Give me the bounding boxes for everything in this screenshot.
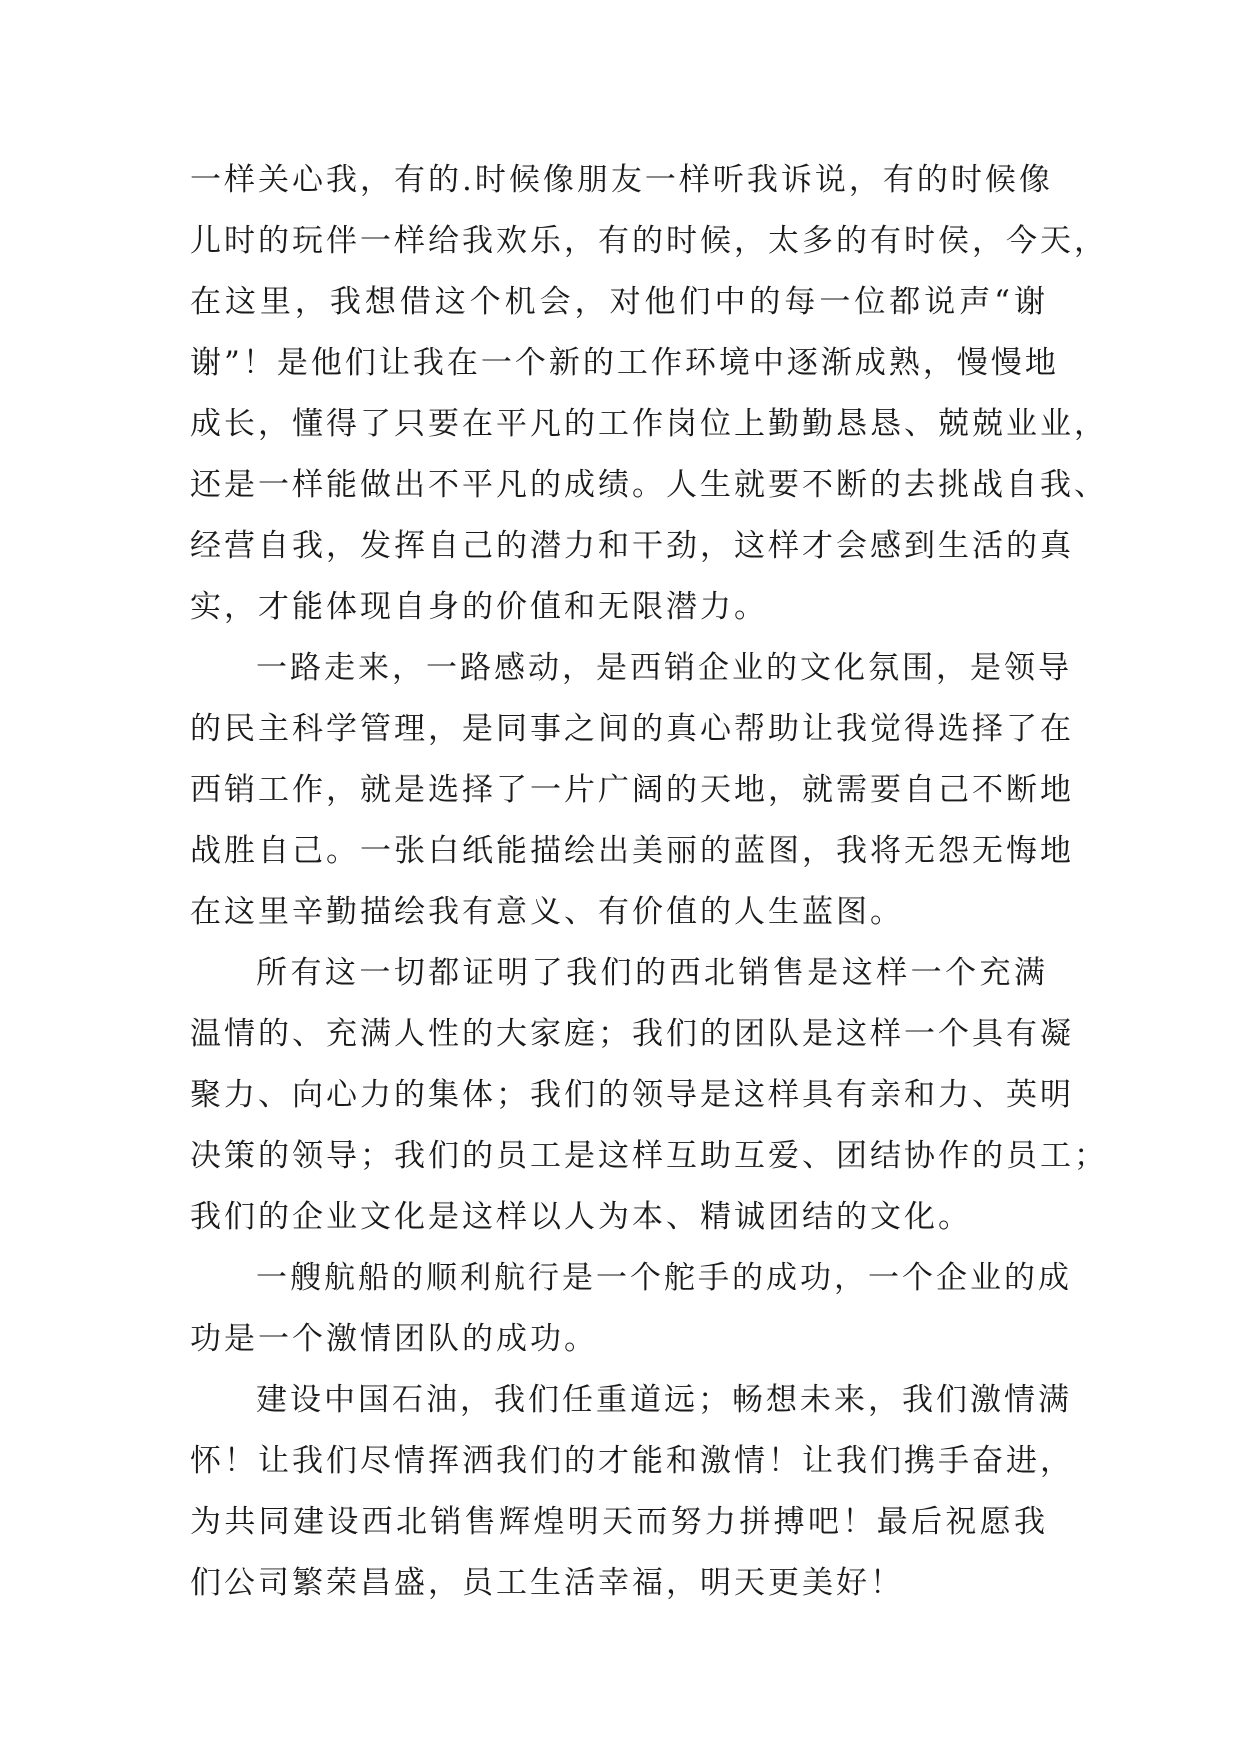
text-line: 功是一个激情团队的成功。	[190, 1321, 598, 1357]
text-line: 为共同建设西北销售辉煌明天而努力拼搏吧！最后祝愿我	[190, 1504, 1048, 1540]
text-line: 一路走来，一路感动，是西销企业的文化氛围，是领导	[256, 650, 1072, 686]
paragraph-3	[190, 943, 1108, 1248]
text-line: 儿时的玩伴一样给我欢乐，有的时候，太多的有时侯，今天，	[190, 223, 1108, 259]
text-line: 的民主科学管理，是同事之间的真心帮助让我觉得选择了在	[190, 711, 1074, 747]
text-line: 聚力、向心力的集体；我们的领导是这样具有亲和力、英明	[190, 1077, 1074, 1113]
paragraph-2	[190, 638, 1074, 943]
text-line: 经营自我，发挥自己的潜力和干劲，这样才会感到生活的真	[190, 528, 1074, 564]
text-line: 成长，懂得了只要在平凡的工作岗位上勤勤恳恳、兢兢业业，	[190, 406, 1108, 442]
paragraph-4	[190, 1248, 1072, 1370]
text-line: 一艘航船的顺利航行是一个舵手的成功，一个企业的成	[256, 1260, 1072, 1296]
text-line: 建设中国石油，我们任重道远；畅想未来，我们激情满	[256, 1382, 1072, 1418]
paragraph-5	[190, 1370, 1074, 1614]
text-line: 怀！让我们尽情挥洒我们的才能和激情！让我们携手奋进，	[190, 1443, 1074, 1479]
text-line: 在这里，我想借这个机会，对他们中的每一位都说声“谢	[190, 284, 1048, 320]
text-line: 战胜自己。一张白纸能描绘出美丽的蓝图，我将无怨无悔地	[190, 833, 1074, 869]
text-line: 实，才能体现自身的价值和无限潜力。	[190, 589, 768, 625]
document-body	[190, 150, 1108, 1614]
text-line: 还是一样能做出不平凡的成绩。人生就要不断的去挑战自我、	[190, 467, 1108, 503]
text-line: 温情的、充满人性的大家庭；我们的团队是这样一个具有凝	[190, 1016, 1074, 1052]
text-line: 所有这一切都证明了我们的西北销售是这样一个充满	[256, 955, 1048, 991]
text-line: 我们的企业文化是这样以人为本、精诚团结的文化。	[190, 1199, 972, 1235]
text-line: 西销工作，就是选择了一片广阔的天地，就需要自己不断地	[190, 772, 1074, 808]
text-line: 一样关心我，有的.时候像朋友一样听我诉说，有的时候像	[190, 162, 1053, 198]
text-line: 在这里辛勤描绘我有意义、有价值的人生蓝图。	[190, 894, 904, 930]
text-line: 决策的领导；我们的员工是这样互助互爱、团结协作的员工；	[190, 1138, 1108, 1174]
paragraph-1	[190, 150, 1108, 638]
text-line: 谢”！是他们让我在一个新的工作环境中逐渐成熟，慢慢地	[190, 345, 1059, 381]
text-line: 们公司繁荣昌盛，员工生活幸福，明天更美好！	[190, 1565, 904, 1601]
